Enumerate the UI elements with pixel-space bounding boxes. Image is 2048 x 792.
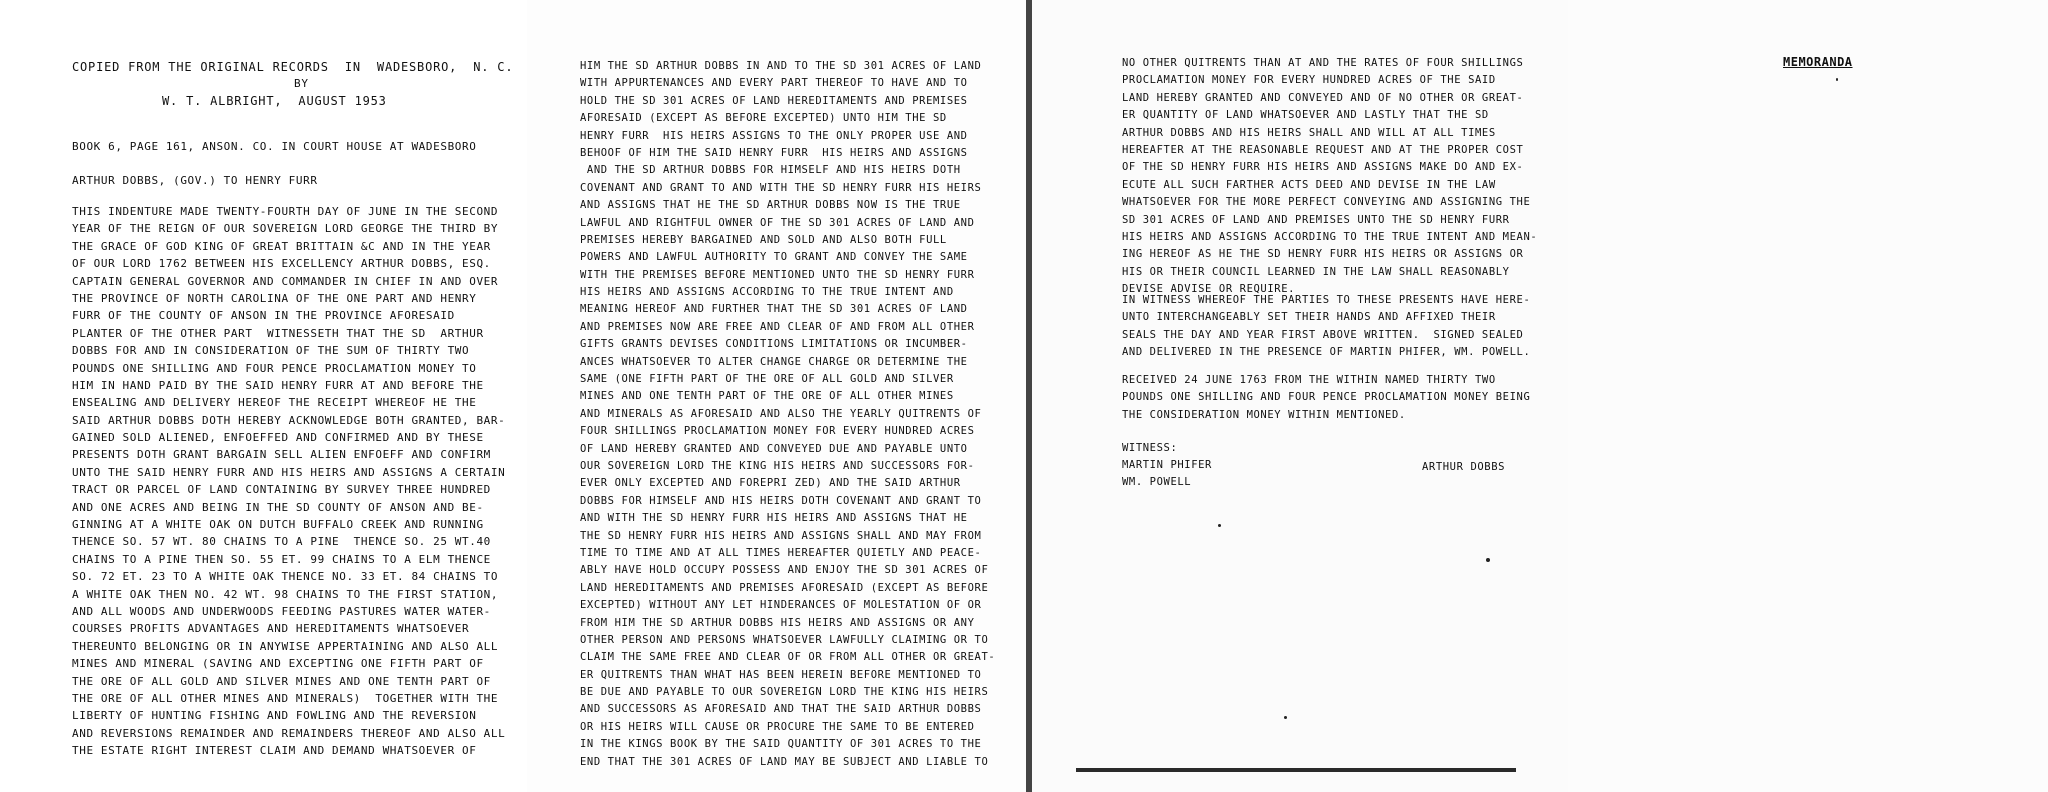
- book-reference: BOOK 6, PAGE 161, ANSON. CO. IN COURT HOUSE AT WADESBORO: [72, 140, 477, 153]
- text-line: AND WITH THE SD HENRY FURR HIS HEIRS AND ASSIGNS THAT HE: [580, 512, 968, 525]
- text-line: THE ORE OF ALL OTHER MINES AND MINERALS) TOGETHER WITH THE: [72, 691, 499, 705]
- text-line: UNTO THE SAID HENRY FURR AND HIS HEIRS AND ASSIGNS A CERTAIN: [72, 465, 506, 479]
- signer-name: ARTHUR DOBBS: [1422, 461, 1506, 473]
- text-line: AND SUCCESSORS AS AFORESAID AND THAT THE SAID ARTHUR DOBBS: [580, 703, 982, 716]
- witness-name-2: WM. POWELL: [1122, 476, 1192, 488]
- text-line: PREMISES HEREBY BARGAINED AND SOLD AND ALSO BOTH FULL: [580, 233, 947, 246]
- text-line: DEVISE ADVISE OR REQUIRE.: [1122, 283, 1296, 296]
- text-line: SAME (ONE FIFTH PART OF THE ORE OF ALL GOLD AND SILVER: [580, 373, 954, 386]
- ink-speck: [1486, 558, 1490, 562]
- text-line: LIBERTY OF HUNTING FISHING AND FOWLING AND THE REVERSION: [72, 709, 477, 723]
- page-4: [1568, 0, 2048, 792]
- text-line: OR HIS HEIRS WILL CAUSE OR PROCURE THE SAME TO BE ENTERED: [580, 720, 975, 733]
- witness-label: WITNESS:: [1122, 442, 1178, 454]
- text-line: OUR SOVEREIGN LORD THE KING HIS HEIRS AND SUCCESSORS FOR-: [580, 459, 975, 472]
- text-line: AND DELIVERED IN THE PRESENCE OF MARTIN PHIFER, WM. POWELL.: [1122, 346, 1531, 359]
- text-line: CAPTAIN GENERAL GOVERNOR AND COMMANDER IN CHIEF IN AND OVER: [72, 274, 499, 288]
- text-line: AND THE SD ARTHUR DOBBS FOR HIMSELF AND HIS HEIRS DOTH: [580, 164, 961, 177]
- text-line: IN WITNESS WHEREOF THE PARTIES TO THESE PRESENTS HAVE HERE-: [1122, 294, 1531, 306]
- text-line: END THAT THE 301 ACRES OF LAND MAY BE SUBJECT AND LIABLE TO: [580, 755, 989, 768]
- text-line: MINES AND ONE TENTH PART OF THE ORE OF ALL OTHER MINES: [580, 390, 954, 403]
- text-line: WHATSOEVER FOR THE MORE PERFECT CONVEYING AND ASSIGNING THE: [1122, 196, 1531, 209]
- text-line: AND ONE ACRES AND BEING IN THE SD COUNTY OF ANSON AND BE-: [72, 500, 484, 514]
- text-line: IN THE KINGS BOOK BY THE SAID QUANTITY OF 301 ACRES TO THE: [580, 738, 982, 751]
- header-line-1: COPIED FROM THE ORIGINAL RECORDS IN WADESBORO, N. C.: [72, 60, 514, 74]
- ink-speck: [1836, 78, 1838, 81]
- text-line: THEREUNTO BELONGING OR IN ANYWISE APPERTAINING AND ALSO ALL: [72, 639, 499, 653]
- text-line: FURR OF THE COUNTY OF ANSON IN THE PROVINCE AFORESAID: [72, 309, 455, 323]
- text-line: WITH APPURTENANCES AND EVERY PART THEREOF TO HAVE AND TO: [580, 77, 968, 90]
- text-line: FOUR SHILLINGS PROCLAMATION MONEY FOR EVERY HUNDRED ACRES: [580, 425, 975, 438]
- text-line: OF LAND HEREBY GRANTED AND CONVEYED DUE AND PAYABLE UNTO: [580, 442, 968, 455]
- text-line: HIS OR THEIR COUNCIL LEARNED IN THE LAW SHALL REASONABLY: [1122, 265, 1510, 278]
- text-line: HOLD THE SD 301 ACRES OF LAND HEREDITAMENTS AND PREMISES: [580, 94, 968, 107]
- text-line: UNTO INTERCHANGEABLY SET THEIR HANDS AND AFFIXED THEIR: [1122, 311, 1496, 324]
- text-line: ABLY HAVE HOLD OCCUPY POSSESS AND ENJOY THE SD 301 ACRES OF: [580, 564, 989, 577]
- text-line: POWERS AND LAWFUL AUTHORITY TO GRANT AND CONVEY THE SAME: [580, 251, 968, 264]
- text-line: ENSEALING AND DELIVERY HEREOF THE RECEIPT WHEREOF HE THE: [72, 396, 477, 410]
- text-line: THE PROVINCE OF NORTH CAROLINA OF THE ONE PART AND HENRY: [72, 291, 477, 305]
- text-line: GIFTS GRANTS DEVISES CONDITIONS LIMITATIONS OR INCUMBER-: [580, 338, 968, 351]
- text-line: AFORESAID (EXCEPT AS BEFORE EXCEPTED) UNTO HIM THE SD: [580, 112, 947, 125]
- text-line: HIS HEIRS AND ASSIGNS ACCORDING TO THE TRUE INTENT AND MEAN-: [1122, 230, 1538, 243]
- left-edge-shadow: [1026, 0, 1032, 792]
- text-line: THE ORE OF ALL GOLD AND SILVER MINES AND ONE TENTH PART OF: [72, 674, 491, 688]
- indenture-body: [72, 203, 505, 760]
- text-line: THE GRACE OF GOD KING OF GREAT BRITTAIN &C AND IN THE YEAR: [72, 239, 491, 253]
- text-line: COURSES PROFITS ADVANTAGES AND HEREDITAMENTS WHATSOEVER: [72, 622, 470, 636]
- text-line: THE ESTATE RIGHT INTEREST CLAIM AND DEMAND WHATSOEVER OF: [72, 744, 477, 758]
- text-line: THE CONSIDERATION MONEY WITHIN MENTIONED.: [1122, 408, 1406, 421]
- text-line: WITH THE PREMISES BEFORE MENTIONED UNTO THE SD HENRY FURR: [580, 268, 975, 281]
- text-line: HENRY FURR HIS HEIRS ASSIGNS TO THE ONLY PROPER USE AND: [580, 129, 968, 142]
- text-line: TIME TO TIME AND AT ALL TIMES HEREAFTER QUIETLY AND PEACE-: [580, 546, 982, 559]
- header-line-3: W. T. ALBRIGHT, AUGUST 1953: [162, 94, 387, 108]
- parties-line: ARTHUR DOBBS, (GOV.) TO HENRY FURR: [72, 174, 318, 187]
- text-line: CLAIM THE SAME FREE AND CLEAR OF OR FROM ALL OTHER OR GREAT-: [580, 651, 996, 664]
- text-line: SD 301 ACRES OF LAND AND PREMISES UNTO THE SD HENRY FURR: [1122, 213, 1510, 226]
- text-line: A WHITE OAK THEN NO. 42 WT. 98 CHAINS TO THE FIRST STATION,: [72, 587, 499, 601]
- text-line: LAND HEREBY GRANTED AND CONVEYED AND OF NO OTHER OR GREAT-: [1122, 91, 1524, 104]
- text-line: ING HEREOF AS HE THE SD HENRY FURR HIS HEIRS OR ASSIGNS OR: [1122, 248, 1524, 261]
- text-line: EVER ONLY EXCEPTED AND FOREPRI ZED) AND THE SAID ARTHUR: [580, 477, 961, 490]
- text-line: TRACT OR PARCEL OF LAND CONTAINING BY SURVEY THREE HUNDRED: [72, 483, 491, 497]
- text-line: DOBBS FOR HIMSELF AND HIS HEIRS DOTH COVENANT AND GRANT TO: [580, 494, 982, 507]
- text-line: POUNDS ONE SHILLING AND FOUR PENCE PROCLAMATION MONEY TO: [72, 361, 477, 375]
- page-3: [1026, 0, 1568, 792]
- text-line: OTHER PERSON AND PERSONS WHATSOEVER LAWFULLY CLAIMING OR TO: [580, 633, 989, 646]
- text-line: LAWFUL AND RIGHTFUL OWNER OF THE SD 301 ACRES OF LAND AND: [580, 216, 975, 229]
- text-line: OF OUR LORD 1762 BETWEEN HIS EXCELLENCY ARTHUR DOBBS, ESQ.: [72, 257, 491, 271]
- receipt-paragraph: [1122, 372, 1530, 424]
- header-line-2: BY: [294, 77, 309, 90]
- text-line: ECUTE ALL SUCH FARTHER ACTS DEED AND DEVISE IN THE LAW: [1122, 178, 1496, 191]
- text-line: OF THE SD HENRY FURR HIS HEIRS AND ASSIGNS MAKE DO AND EX-: [1122, 161, 1524, 174]
- page-1: [0, 0, 527, 792]
- text-line: SO. 72 ET. 23 TO A WHITE OAK THENCE NO. 33 ET. 84 CHAINS TO: [72, 570, 499, 584]
- text-line: AND ASSIGNS THAT HE THE SD ARTHUR DOBBS NOW IS THE TRUE: [580, 199, 961, 212]
- text-line: YEAR OF THE REIGN OF OUR SOVEREIGN LORD GEORGE THE THIRD BY: [72, 222, 499, 236]
- text-line: THENCE SO. 57 WT. 80 CHAINS TO A PINE THENCE SO. 25 WT.40: [72, 535, 491, 549]
- text-line: SAID ARTHUR DOBBS DOTH HEREBY ACKNOWLEDGE BOTH GRANTED, BAR-: [72, 413, 506, 427]
- text-line: THE SD HENRY FURR HIS HEIRS AND ASSIGNS SHALL AND MAY FROM: [580, 529, 982, 542]
- covenant-paragraph: [1122, 55, 1537, 298]
- text-line: HIM IN HAND PAID BY THE SAID HENRY FURR AT AND BEFORE THE: [72, 378, 484, 392]
- text-line: THIS INDENTURE MADE TWENTY-FOURTH DAY OF JUNE IN THE SECOND: [72, 205, 499, 218]
- ink-speck: [1218, 524, 1221, 527]
- indenture-body-continued: [580, 58, 995, 771]
- text-line: AND ALL WOODS AND UNDERWOODS FEEDING PASTURES WATER WATER-: [72, 604, 491, 618]
- text-line: COVENANT AND GRANT TO AND WITH THE SD HENRY FURR HIS HEIRS: [580, 181, 982, 194]
- text-line: POUNDS ONE SHILLING AND FOUR PENCE PROCLAMATION MONEY BEING: [1122, 391, 1531, 404]
- text-line: AND PREMISES NOW ARE FREE AND CLEAR OF AND FROM ALL OTHER: [580, 320, 975, 333]
- text-line: ER QUANTITY OF LAND WHATSOEVER AND LASTLY THAT THE SD: [1122, 109, 1489, 122]
- text-line: BE DUE AND PAYABLE TO OUR SOVEREIGN LORD THE KING HIS HEIRS: [580, 686, 989, 699]
- text-line: PLANTER OF THE OTHER PART WITNESSETH THAT THE SD ARTHUR: [72, 326, 484, 340]
- text-line: BEHOOF OF HIM THE SAID HENRY FURR HIS HEIRS AND ASSIGNS: [580, 146, 968, 159]
- text-line: ER QUITRENTS THAN WHAT HAS BEEN HEREIN BEFORE MENTIONED TO: [580, 668, 982, 681]
- text-line: LAND HEREDITAMENTS AND PREMISES AFORESAID (EXCEPT AS BEFORE: [580, 581, 989, 594]
- text-line: RECEIVED 24 JUNE 1763 FROM THE WITHIN NAMED THIRTY TWO: [1122, 374, 1496, 386]
- page-2: [527, 0, 1026, 792]
- text-line: AND REVERSIONS REMAINDER AND REMAINDERS THEREOF AND ALSO ALL: [72, 726, 506, 740]
- text-line: ANCES WHATSOEVER TO ALTER CHANGE CHARGE OR DETERMINE THE: [580, 355, 968, 368]
- text-line: MINES AND MINERAL (SAVING AND EXCEPTING ONE FIFTH PART OF: [72, 657, 484, 671]
- witness-name-1: MARTIN PHIFER: [1122, 459, 1212, 471]
- text-line: EXCEPTED) WITHOUT ANY LET HINDERANCES OF MOLESTATION OF OR: [580, 599, 982, 612]
- ink-speck: [1284, 716, 1287, 719]
- text-line: MEANING HEREOF AND FURTHER THAT THE SD 301 ACRES OF LAND: [580, 303, 968, 316]
- bottom-edge-shadow: [1076, 768, 1516, 772]
- text-line: AND MINERALS AS AFORESAID AND ALSO THE YEARLY QUITRENTS OF: [580, 407, 982, 420]
- text-line: HIM THE SD ARTHUR DOBBS IN AND TO THE SD 301 ACRES OF LAND: [580, 60, 982, 72]
- text-line: PRESENTS DOTH GRANT BARGAIN SELL ALIEN ENFOEFF AND CONFIRM: [72, 448, 491, 462]
- text-line: DOBBS FOR AND IN CONSIDERATION OF THE SUM OF THIRTY TWO: [72, 344, 470, 358]
- text-line: NO OTHER QUITRENTS THAN AT AND THE RATES OF FOUR SHILLINGS: [1122, 57, 1524, 69]
- text-line: HEREAFTER AT THE REASONABLE REQUEST AND AT THE PROPER COST: [1122, 143, 1524, 156]
- text-line: SEALS THE DAY AND YEAR FIRST ABOVE WRITTEN. SIGNED SEALED: [1122, 328, 1524, 341]
- text-line: GINNING AT A WHITE OAK ON DUTCH BUFFALO CREEK AND RUNNING: [72, 518, 484, 532]
- witness-paragraph: [1122, 292, 1530, 362]
- text-line: ARTHUR DOBBS AND HIS HEIRS SHALL AND WILL AT ALL TIMES: [1122, 126, 1496, 139]
- text-line: FROM HIM THE SD ARTHUR DOBBS HIS HEIRS AND ASSIGNS OR ANY: [580, 616, 975, 629]
- text-line: CHAINS TO A PINE THEN SO. 55 ET. 99 CHAINS TO A ELM THENCE: [72, 552, 491, 566]
- text-line: GAINED SOLD ALIENED, ENFOEFFED AND CONFIRMED AND BY THESE: [72, 431, 484, 445]
- text-line: HIS HEIRS AND ASSIGNS ACCORDING TO THE TRUE INTENT AND: [580, 286, 954, 299]
- memoranda-title: MEMORANDA: [1783, 55, 1853, 69]
- text-line: PROCLAMATION MONEY FOR EVERY HUNDRED ACRES OF THE SAID: [1122, 74, 1496, 87]
